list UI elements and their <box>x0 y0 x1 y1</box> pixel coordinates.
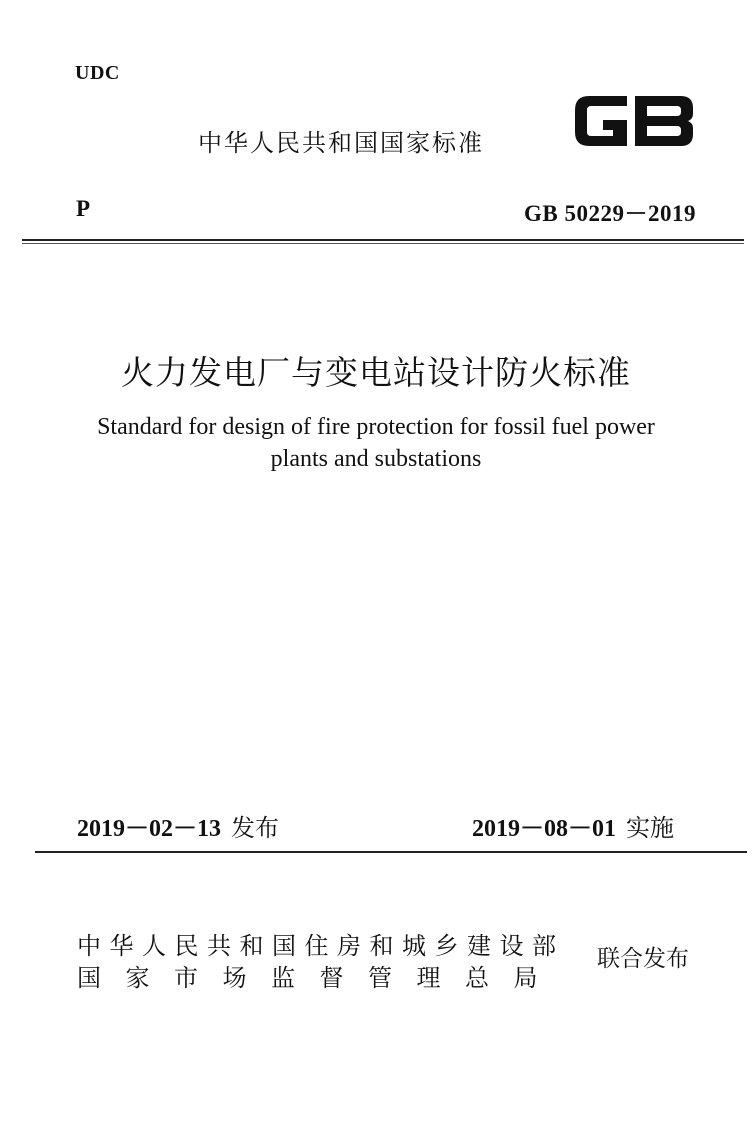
issue-label: 发布 <box>231 814 279 842</box>
title-english-line1: Standard for design of fire protection for fossil fuel power <box>97 414 655 440</box>
title-english <box>0 411 752 475</box>
standard-number: GB 50229－2019 <box>524 201 696 226</box>
issue-date-block <box>77 808 279 843</box>
implement-date-block <box>472 808 674 843</box>
publisher-ministry: 中华人民共和国住房和城乡建设部 <box>77 932 565 960</box>
title-chinese: 火力发电厂与变电站设计防火标准 <box>121 353 631 392</box>
title-english-line2: plants and substations <box>270 446 482 472</box>
gb-logo-g <box>575 96 627 146</box>
implement-label: 实施 <box>626 814 674 842</box>
header-divider <box>22 239 744 241</box>
classification-code: P <box>76 196 91 221</box>
udc-label: UDC <box>75 62 120 84</box>
gb-logo-b <box>635 96 693 146</box>
footer-divider <box>35 851 747 853</box>
national-standard-heading: 中华人民共和国国家标准 <box>198 129 484 157</box>
publisher-administration: 国家市场监督管理总局 <box>77 964 562 992</box>
gb-logo <box>569 86 699 156</box>
header-divider-thin <box>22 243 744 244</box>
issue-date: 2019－02－13 <box>77 816 221 842</box>
implement-date: 2019－08－01 <box>472 816 616 842</box>
joint-release-label: 联合发布 <box>597 946 689 972</box>
